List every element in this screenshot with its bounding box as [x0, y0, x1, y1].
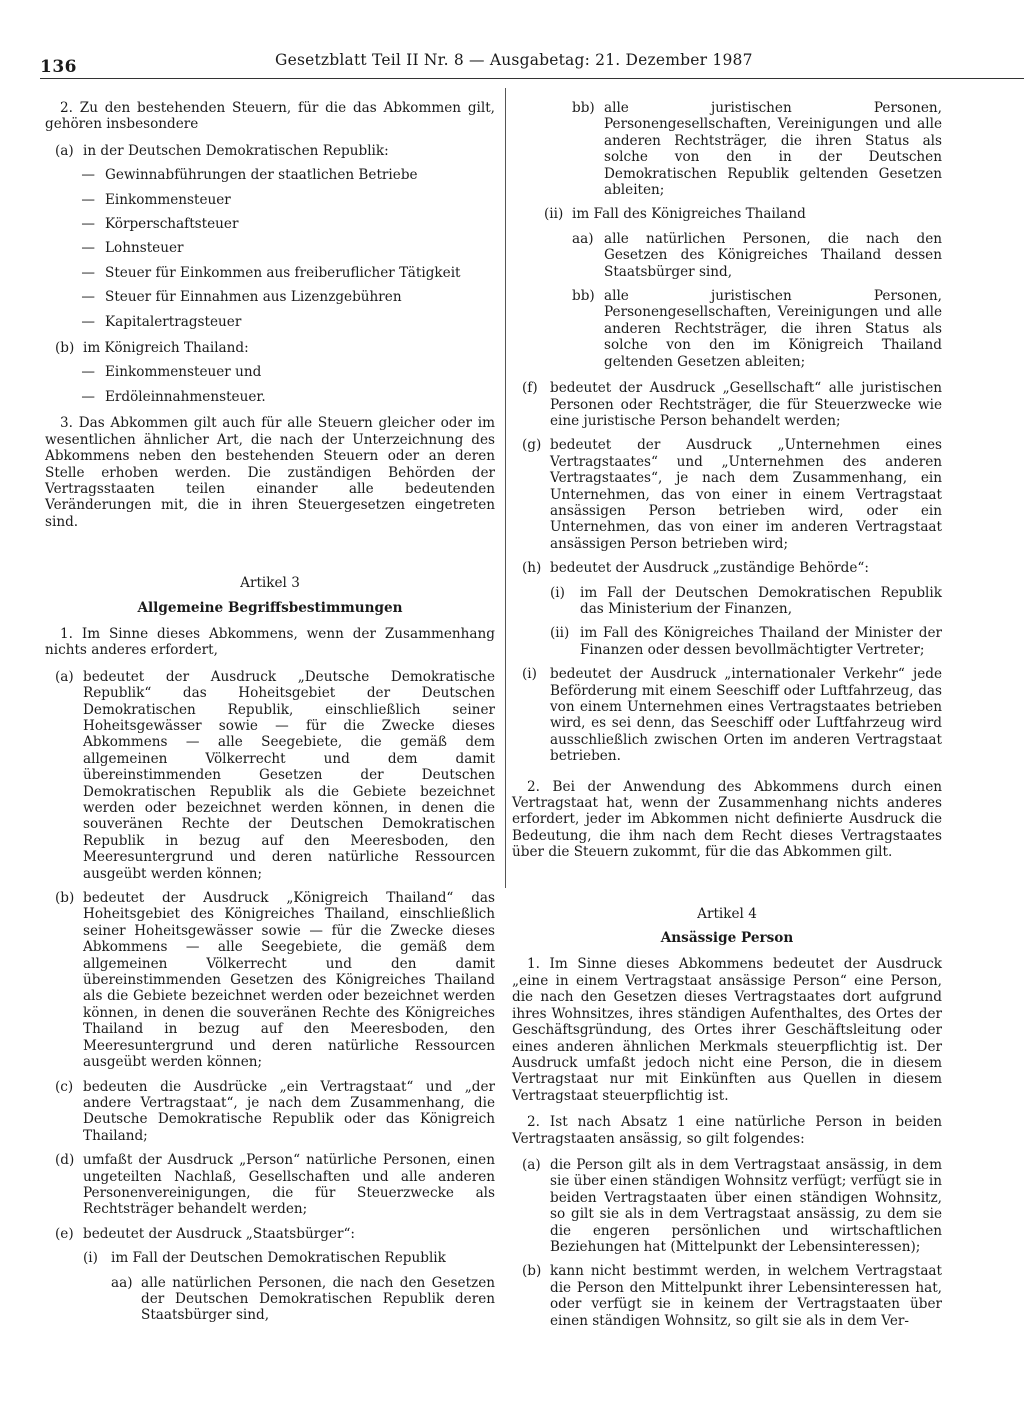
item-text: bedeutet der Ausdruck „Gesellschaft“ alle juristischen Personen oder Rechtsträger, die für Steuerzwecke wie eine juristische Person behandelt werden;: [550, 380, 942, 429]
tax-name: Steuer für Einnahmen aus Lizenzgebühren: [105, 289, 402, 306]
item-text: kann nicht bestimmt werden, in welchem Vertragstaat die Person den Mittelpunkt ihrer Lebensinteressen hat, oder verfügt sie in keinem der Vertragstaaten über einen ständigen Wohnsitz, so gilt sie als in dem Ver-: [550, 1263, 942, 1329]
page-header-title: Gesetzblatt Teil II Nr. 8 — Ausgabetag: 21. Dezember 1987: [275, 51, 753, 69]
article-3-heading: Artikel 3: [240, 575, 300, 592]
tax-list-item: [45, 167, 495, 183]
dash-mark: —: [81, 240, 95, 257]
item-text: umfaßt der Ausdruck „Person“ natürliche Personen, einen ungeteilten Nachlaß, Gesellschaften und alle anderen Personenvereinigungen, die für Steuerzwecke als Rechtsträger behandelt werden;: [83, 1152, 495, 1218]
item-text: im Fall des Königreiches Thailand der Minister der Finanzen oder dessen bevollmächtigter Vertreter;: [580, 625, 942, 658]
list-item-a: [45, 143, 495, 159]
tax-list-item: [45, 240, 495, 256]
header-rule: [40, 78, 1024, 79]
tax-name: Körperschaftsteuer: [105, 216, 239, 233]
definition-e-i: [83, 1250, 495, 1266]
tax-list-ddr: [45, 167, 495, 330]
definition-e-i-aa: [111, 1275, 495, 1324]
tax-name: Einkommensteuer und: [105, 364, 262, 381]
dash-mark: —: [81, 264, 95, 281]
dash-mark: —: [81, 191, 95, 208]
article-4-heading: Artikel 4: [697, 905, 757, 922]
column-divider: [505, 88, 506, 888]
item-label: (b): [55, 340, 75, 357]
tax-name: Kapitalertragsteuer: [105, 313, 242, 330]
definition-item: [45, 890, 495, 1070]
item-text: im Fall der Deutschen Demokratischen Republik das Ministerium der Finanzen,: [580, 584, 942, 617]
item-label: (ii): [544, 206, 564, 223]
list-item-b: [45, 340, 495, 356]
tax-name: Erdöleinnahmensteuer.: [105, 388, 266, 405]
item-text: im Fall des Königreiches Thailand: [572, 206, 806, 223]
item-label: (d): [55, 1152, 75, 1169]
item-label: aa): [572, 230, 594, 247]
tax-list-item: [45, 265, 495, 281]
dash-mark: —: [81, 388, 95, 405]
definition-item: [45, 669, 495, 882]
article-3-intro: 1. Im Sinne dieses Abkommens, wenn der Zusammenhang nichts anderes erfordert,: [45, 625, 495, 659]
definition-e-i-bb: [572, 100, 942, 198]
item-text: alle juristischen Personen, Personengesellschaften, Vereinigungen und alle anderen Rechtsträger, die ihren Status als solche von den in der Deutschen Demokratischen Republik geltenden Gesetzen ableiten;: [604, 100, 942, 199]
item-label: aa): [111, 1274, 133, 1291]
definition-e-ii-bb: [572, 288, 942, 370]
definition-h-i: [550, 585, 942, 618]
article-4-paragraph-2: 2. Ist nach Absatz 1 eine natürliche Person in beiden Vertragstaaten ansässig, so gilt folgendes:: [512, 1114, 942, 1147]
tax-list-item: [45, 364, 495, 380]
paragraph-3: 3. Das Abkommen gilt auch für alle Steuern gleicher oder im wesentlichen ähnlicher Art, die nach der Unterzeichnung des Abkommens neben den bestehenden Steuern oder an deren Stelle erhoben werden. Die zuständigen Behörden der Vertragsstaaten teilen einander alle bedeutenden Veränderungen mit, die in ihren Steuergesetzen eingetreten sind.: [45, 415, 495, 530]
definition-h: [512, 560, 942, 576]
item-label: (i): [550, 584, 565, 601]
item-label: (g): [522, 437, 542, 454]
item-label: (a): [55, 668, 74, 685]
definition-i: [512, 666, 942, 764]
item-text: bedeutet der Ausdruck „Unternehmen eines Vertragstaates“ und „Unternehmen des anderen Vertragstaates“, je nach dem Zusammenhang, ein Unternehmen, das von einer in einem Vertragstaat ansässigen Person betrieben wird, oder ein Unternehmen, das von einer im anderen Vertragstaat ansässigen Person betrieben wird;: [550, 437, 942, 552]
left-column: [45, 100, 495, 1332]
item-label: (ii): [550, 625, 570, 642]
tax-name: Lohnsteuer: [105, 240, 184, 257]
dash-mark: —: [81, 216, 95, 233]
item-label: (b): [55, 890, 75, 907]
item-text: die Person gilt als in dem Vertragstaat ansässig, in dem sie über einen ständigen Wohnsitz verfügt; verfügt sie in beiden Vertragstaaten über einen ständigen Wohnsitz, so gilt sie als in dem Vertragstaat ansässig, zu dem sie die engeren persönlichen und wirtschaftlichen Beziehungen hat (Mittelpunkt der Lebensinteressen);: [550, 1156, 942, 1255]
definitions-list: [45, 669, 495, 1218]
item-text: alle juristischen Personen, Personengesellschaften, Vereinigungen und alle anderen Rechtsträger, die ihren Status als solche von den im Königreich Thailand geltenden Gesetzen ableiten;: [604, 288, 942, 370]
item-text: im Königreich Thailand:: [83, 340, 249, 357]
article-4-item-a: [512, 1157, 942, 1255]
right-column: [512, 100, 942, 1337]
definition-e-ii-aa: [572, 231, 942, 280]
item-label: (c): [55, 1078, 74, 1095]
item-text: bedeutet der Ausdruck „internationaler Verkehr“ jede Beförderung mit einem Seeschiff oder Luftfahrzeug, das von einem Unternehmen eines Vertragstaates betrieben wird, es sei denn, das Seeschiff oder Luftfahrzeug wird ausschließlich zwischen Orten im anderen Vertragstaat betrieben.: [550, 666, 942, 765]
item-label: (a): [522, 1156, 541, 1173]
definition-e: [45, 1226, 495, 1242]
tax-name: Gewinnabführungen der staatlichen Betriebe: [105, 167, 418, 184]
item-text: im Fall der Deutschen Demokratischen Republik: [111, 1250, 446, 1267]
item-text: in der Deutschen Demokratischen Republik:: [83, 142, 389, 159]
page-number: 136: [40, 57, 77, 77]
item-label: (i): [83, 1250, 98, 1267]
article-4-item-b: [512, 1263, 942, 1329]
item-text: bedeutet der Ausdruck „zuständige Behörde“:: [550, 560, 869, 577]
definition-f: [512, 380, 942, 429]
item-text: bedeutet der Ausdruck „Königreich Thailand“ das Hoheitsgebiet des Königreiches Thailand, einschließlich seiner Hoheitsgewässer sowie — für die Zwecke dieses Abkommens — alle Seegebiete, die gemäß dem allgemeinen Völkerrecht und den damit übereinstimmenden Gesetzen des Königreiches Thailand als die Gebiete bezeichnet werden oder bezeichnet werden können, in denen die souveränen Rechte des Königreiches Thailand in bezug auf den Meeresboden, den Meeresuntergrund und deren natürliche Ressourcen ausgeübt werden können;: [83, 890, 495, 1071]
item-label: (h): [522, 560, 542, 577]
tax-name: Einkommensteuer: [105, 191, 231, 208]
dash-mark: —: [81, 289, 95, 306]
article-4-paragraph-1: 1. Im Sinne dieses Abkommens bedeutet der Ausdruck „eine in einem Vertragstaat ansässige Person“ eine Person, die nach den Gesetzen dieses Vertragstaates dort aufgrund ihres Wohnsitzes, ihres ständigen Aufenthaltes, des Ortes der Geschäftsgründung, des Ortes ihrer Geschäftsleitung oder eines anderen ähnlichen Merkmals steuerpflichtig ist. Der Ausdruck umfaßt jedoch nicht eine Person, die in diesem Vertragstaat nur mit Einkünften aus Quellen in diesem Vertragstaat steuerpflichtig ist.: [512, 956, 942, 1104]
definition-g: [512, 437, 942, 552]
tax-name: Steuer für Einkommen aus freiberuflicher Tätigkeit: [105, 264, 461, 281]
item-label: (a): [55, 142, 74, 159]
dash-mark: —: [81, 364, 95, 381]
item-text: alle natürlichen Personen, die nach den Gesetzen der Deutschen Demokratischen Republik deren Staatsbürger sind,: [141, 1274, 495, 1324]
item-label: (i): [522, 666, 537, 683]
tax-list-item: [45, 314, 495, 330]
paragraph-2-intro: 2. Zu den bestehenden Steuern, für die das Abkommen gilt, gehören insbesondere: [45, 100, 495, 133]
item-label: (b): [522, 1263, 542, 1280]
definition-h-ii: [550, 625, 942, 658]
item-text: bedeutet der Ausdruck „Deutsche Demokratische Republik“ das Hoheitsgebiet der Deutschen Demokratischen Republik, einschließlich seiner Hoheitsgewässer sowie — für die Zwecke dieses Abkommens — alle Seegebiete, die gemäß dem allgemeinen Völkerrecht und dem damit übereinstimmenden Gesetzen der Deutschen Demokratischen Republik als die Gebiete bezeichnet werden oder bezeichnet werden können, in denen die souveränen Rechte der Deutschen Demokratischen Republik in bezug auf den Meeresboden, den Meeresuntergrund und deren natürliche Ressourcen ausgeübt werden können;: [83, 668, 495, 882]
tax-list-item: [45, 192, 495, 208]
article-3-paragraph-2: 2. Bei der Anwendung des Abkommens durch einen Vertragstaat hat, wenn der Zusammenhang nichts anderes erfordert, jeder im Abkommen nicht definierte Ausdruck die Bedeutung, die ihm nach dem Recht dieses Vertragstaates über die Steuern zukommt, für die das Abkommen gilt.: [512, 778, 942, 861]
dash-mark: —: [81, 313, 95, 330]
tax-list-item: [45, 216, 495, 232]
article-4-title: Ansässige Person: [660, 930, 794, 947]
tax-list-item: [45, 389, 495, 405]
item-text: bedeutet der Ausdruck „Staatsbürger“:: [83, 1225, 355, 1242]
definition-item: [45, 1152, 495, 1218]
item-label: bb): [572, 100, 595, 116]
item-text: bedeuten die Ausdrücke „ein Vertragstaat“ und „der andere Vertragstaat“, je nach dem Zusammenhang, die Deutsche Demokratische Republik oder das Königreich Thailand;: [83, 1078, 495, 1144]
tax-list-thailand: [45, 364, 495, 405]
article-3-title: Allgemeine Begriffsbestimmungen: [137, 599, 403, 616]
item-text: alle natürlichen Personen, die nach den Gesetzen des Königreiches Thailand dessen Staatsbürger sind,: [604, 230, 942, 280]
tax-list-item: [45, 289, 495, 305]
item-label: (e): [55, 1225, 74, 1242]
item-label: (f): [522, 380, 538, 397]
definition-e-ii: [544, 206, 942, 222]
item-label: bb): [572, 288, 595, 305]
definition-item: [45, 1079, 495, 1145]
dash-mark: —: [81, 167, 95, 184]
